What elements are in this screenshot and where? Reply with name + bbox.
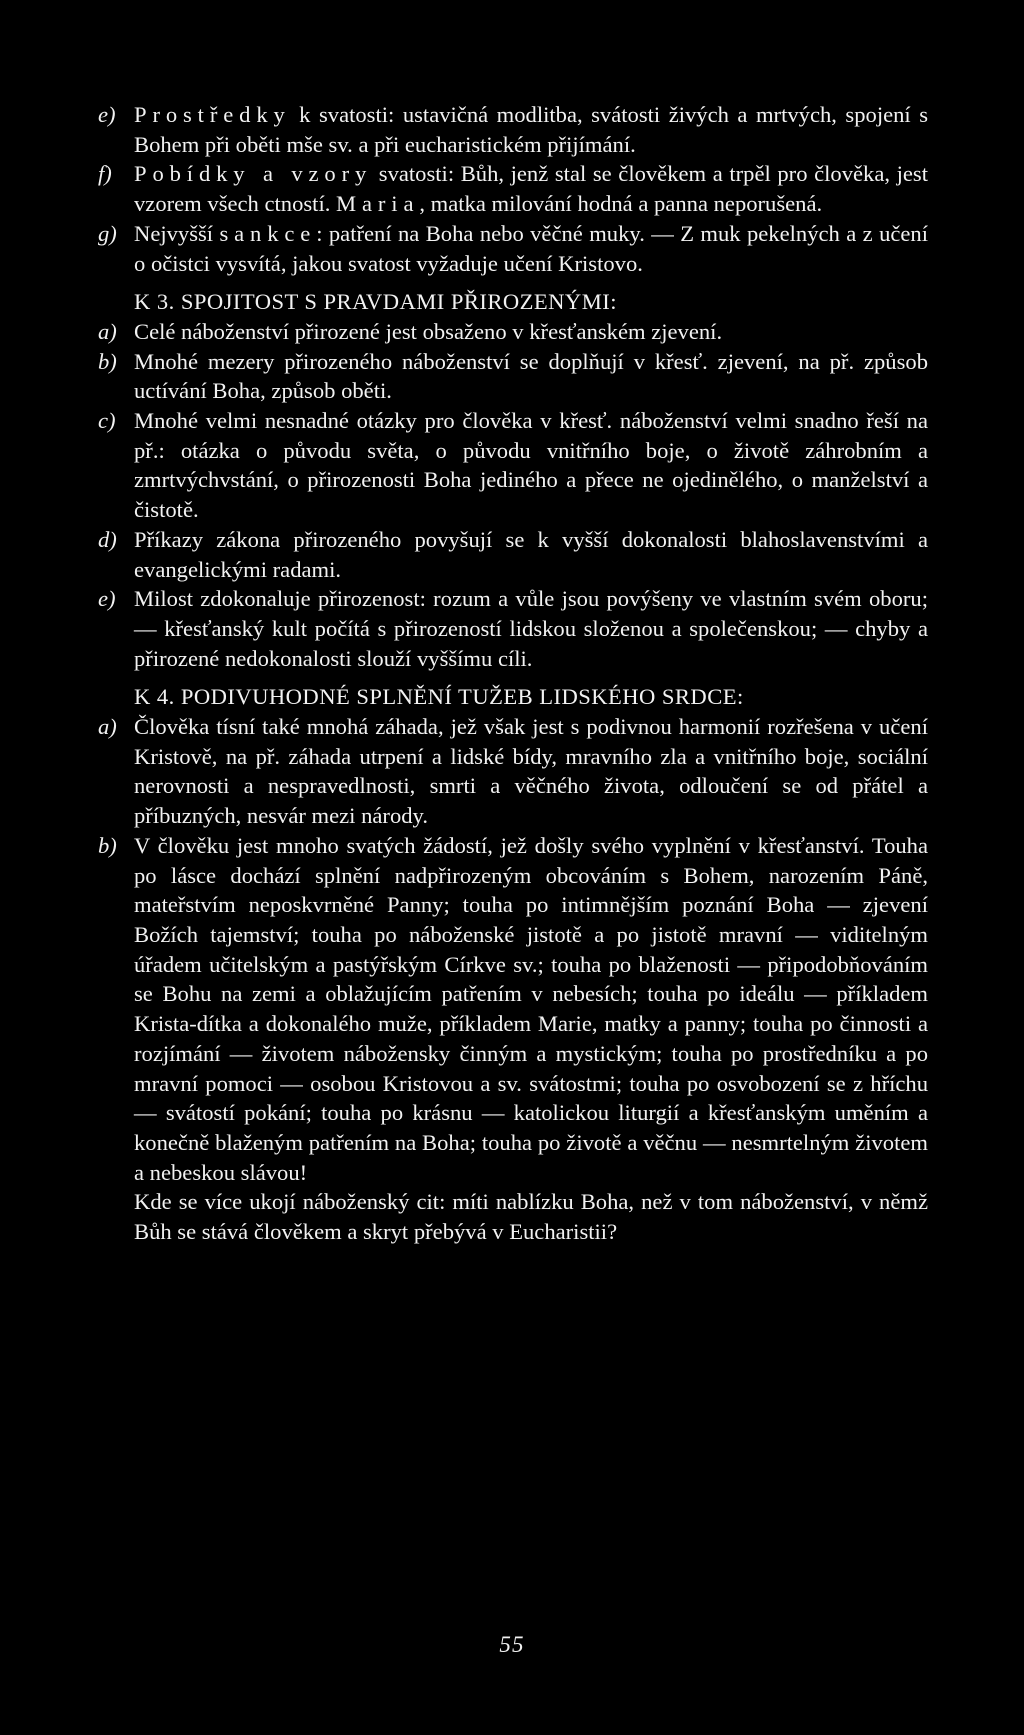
item-marker: f) bbox=[98, 161, 112, 187]
spaced-term-maria: Maria bbox=[336, 191, 420, 217]
item-text: Milost zdokonaluje přirozenost: rozum a vůle jsou povýšeny ve vlastním svém oboru; — křesťanský kult počítá s přirozeností lidskou složenou a společenskou; — chyby a přirozené nedokonalosti slouží vyššímu cíli. bbox=[134, 586, 928, 671]
item-text: Celé náboženství přirozené jest obsaženo v křesťanském zjevení. bbox=[134, 318, 723, 344]
item-text-lead: Nejvyšší bbox=[134, 220, 220, 246]
item-marker: c) bbox=[98, 408, 116, 434]
list-item bbox=[98, 406, 928, 525]
item-text: svatosti: Bůh, jenž stal se člověkem a trpěl pro člověka, jest vzorem všech ctností. bbox=[134, 161, 928, 217]
list-item bbox=[98, 831, 928, 1187]
item-text: Příkazy zákona přirozeného povyšují se k vyšší dokonalosti blahoslavenstvími a evangelickými radami. bbox=[134, 526, 928, 582]
section-heading-k4: K 4. PODIVUHODNÉ SPLNĚNÍ TUŽEB LIDSKÉHO SRDCE: bbox=[134, 684, 744, 710]
item-marker: a) bbox=[98, 714, 117, 740]
spaced-term: Prostředky bbox=[134, 102, 291, 127]
item-text: Člověka tísní také mnohá záhada, jež však jest s podivnou harmonií rozřešena v učení Kristově, na př. záhada utrpení a lidské bídy, mravního zla a vnitřního boje, sociální nerovnosti a nespravedlnosti, smrti a věčného života, odloučení se od přátel a příbuzných, nesvár mezi národy. bbox=[134, 714, 928, 829]
list-item-f-incentives bbox=[98, 159, 928, 218]
list-item bbox=[98, 712, 928, 831]
item-text: Mnohé mezery přirozeného náboženství se doplňují v křesť. zjevení, na př. způsob uctívání Boha, způsob oběti. bbox=[134, 348, 928, 404]
item-marker: e) bbox=[98, 102, 116, 127]
item-marker: a) bbox=[98, 318, 117, 344]
list-item bbox=[98, 525, 928, 584]
list-item bbox=[98, 317, 928, 347]
list-item-e-means-of-holiness bbox=[98, 100, 928, 159]
list-item-g-sanction bbox=[98, 219, 928, 278]
document-page bbox=[98, 100, 928, 1247]
item-marker: e) bbox=[98, 586, 116, 612]
item-marker: b) bbox=[98, 348, 117, 374]
closing-paragraph: Kde se více ukojí náboženský cit: míti nablízku Boha, než v tom náboženství, v němž Bůh se stává člověkem a skryt přebývá v Eucharistii? bbox=[134, 1189, 928, 1245]
list-item bbox=[98, 584, 928, 673]
item-marker: d) bbox=[98, 526, 117, 552]
spaced-term: Pobídky a vzory bbox=[134, 161, 373, 187]
item-text: Mnohé velmi nesnadné otázky pro člověka v křesť. náboženství velmi snadno řeší na př.: otázka o původu světa, o původu vnitřního boje, o životě záhrobním a zmrtvýchvstání, o přirozenosti Boha jediného a přece ne ojedinělého, o manželství a čistotě. bbox=[134, 408, 928, 523]
section-heading-k3: K 3. SPOJITOST S PRAVDAMI PŘIROZENÝMI: bbox=[134, 289, 617, 315]
item-text: : patření na Boha nebo věčné muky. — Z muk pekelných a z učení o očistci vysvítá, jakou svatost vyžaduje učení Kristovo. bbox=[134, 220, 928, 276]
item-marker: g) bbox=[98, 220, 117, 246]
item-text: k svatosti: ustavičná modlitba, svátosti živých a mrtvých, spojení s Bohem při oběti mše sv. a při eucharistickém přijímání. bbox=[134, 102, 928, 157]
item-text-end: , matka milování hodná a panna neporušená. bbox=[419, 191, 823, 217]
page-number: 55 bbox=[499, 1632, 525, 1657]
list-item bbox=[98, 347, 928, 406]
item-text: V člověku jest mnoho svatých žádostí, jež došly svého vyplnění v křesťanství. Touha po lásce dochází splnění nadpřirozeným obcováním s Bohem, narozením Páně, mateřstvím neposkvrněné Panny; touha po intimnějším poznání Boha — zjevení Božích tajemství; touha po náboženské jistotě a po jistotě mravní — viditelným úřadem učitelským a pastýřským Církve sv.; touha po blaženosti — připodobňováním se Bohu na zemi a oblažujícím patřením v nebesích; touha po ideálu — příkladem Krista-dítka a dokonalého muže, příkladem Marie, matky a panny; touha po činnosti a rozjímání — životem nábožensky činným a mystickým; touha po prostředníku a po mravní pomoci — osobou Kristovou a sv. svátostmi; touha po osvobození se z hříchu — svátostí pokání; touha po krásnu — katolickou liturgií a křesťanským uměním a konečně blaženým patřením na Boha; touha po životě a věčnu — nesmrtelným životem a nebeskou slávou! bbox=[134, 832, 928, 1185]
item-marker: b) bbox=[98, 832, 117, 858]
spaced-term: sankce bbox=[219, 220, 317, 246]
